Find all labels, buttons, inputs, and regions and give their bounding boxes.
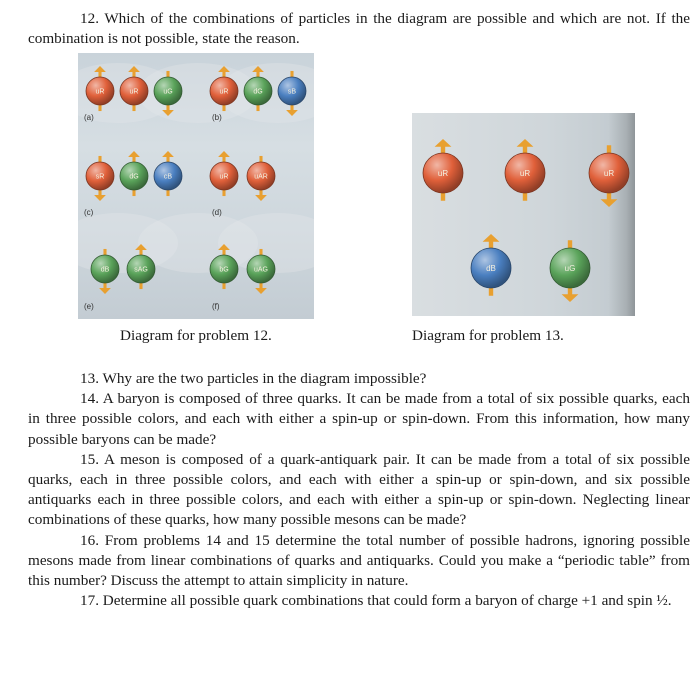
quark-label: dB — [486, 263, 496, 273]
fig13-particle-4 — [550, 240, 590, 302]
quark-label: uR — [219, 88, 229, 96]
quark-label: bG — [219, 266, 229, 274]
fig12-particle-6 — [86, 156, 114, 201]
quark-label: uAR — [254, 173, 268, 181]
diagram-problem-13 — [412, 113, 635, 316]
fig12-particle-9 — [210, 151, 238, 196]
quark-label: uR — [437, 168, 449, 178]
quark-label: uR — [95, 88, 105, 96]
quark-diagram-12 — [78, 53, 314, 319]
quark-label: uR — [129, 88, 139, 96]
quark-label: uR — [219, 173, 229, 181]
fig13-particle-2 — [589, 145, 629, 207]
problem-16-text: 16. From problems 14 and 15 determine the total number of possible hadrons, ignoring possible mesons made from linear combinations of quarks and antiquarks. Could you make a “periodic table” from this number? Discuss the attempt to attain simplicity in nature. — [28, 531, 690, 590]
fig12-particle-7 — [120, 151, 148, 196]
quark-label: dB — [100, 266, 110, 274]
fig12-particle-10 — [247, 156, 275, 201]
quark-label: cB — [163, 173, 173, 181]
quark-label: dG — [253, 88, 263, 96]
problem-list — [28, 369, 690, 611]
panel-label-0: (a) — [84, 113, 94, 122]
panel-label-5: (f) — [212, 302, 220, 311]
panel-label-2: (c) — [84, 208, 94, 217]
fig12-particle-8 — [154, 151, 182, 196]
panel-label-1: (b) — [212, 113, 222, 122]
problem-13-text: 13. Why are the two particles in the diagram impossible? — [80, 370, 427, 387]
quark-label: uG — [564, 263, 576, 273]
quark-label: uR — [519, 168, 531, 178]
caption-problem-12: Diagram for problem 12. — [120, 327, 272, 344]
quark-label: sR — [95, 173, 105, 181]
caption-problem-13: Diagram for problem 13. — [412, 327, 564, 344]
fig13-particle-1 — [505, 139, 545, 201]
fig13-particle-3 — [471, 234, 511, 296]
panel-label-3: (d) — [212, 208, 222, 217]
quark-label: dG — [129, 173, 139, 181]
quark-label: uG — [163, 88, 173, 96]
problem-14-text: 14. A baryon is composed of three quarks. It can be made from a total of six possible quarks, each in three possible colors, and each with either a spin-up or spin-down. From this information, how many possible baryons can be made? — [28, 390, 690, 448]
quark-label: sAG — [134, 266, 148, 274]
quark-label: uR — [603, 168, 615, 178]
problem-17-text: 17. Determine all possible quark combinations that could form a baryon of charge +1 and spin ½. — [80, 592, 672, 610]
quark-diagram-13 — [412, 113, 635, 316]
quark-label: uAG — [253, 266, 269, 274]
panel-label-4: (e) — [84, 302, 94, 311]
problem-12-text: 12. Which of the combinations of particles in the diagram are possible and which are not. If the combination is not possible, state the reason. — [28, 10, 690, 48]
quark-label: sB — [287, 88, 297, 96]
diagram-problem-12 — [78, 53, 314, 319]
fig13-particle-0 — [423, 139, 463, 201]
problem-15-text: 15. A meson is composed of a quark-antiquark pair. It can be made from a total of six possible quarks, each in three possible colors, and each with either a spin-up or spin-down, and six possible antiquarks each in three possible colors, and each with either a spin-up or spin-down. Neglecting linear combinations of these quarks, how many possible mesons can be made? — [28, 450, 690, 529]
